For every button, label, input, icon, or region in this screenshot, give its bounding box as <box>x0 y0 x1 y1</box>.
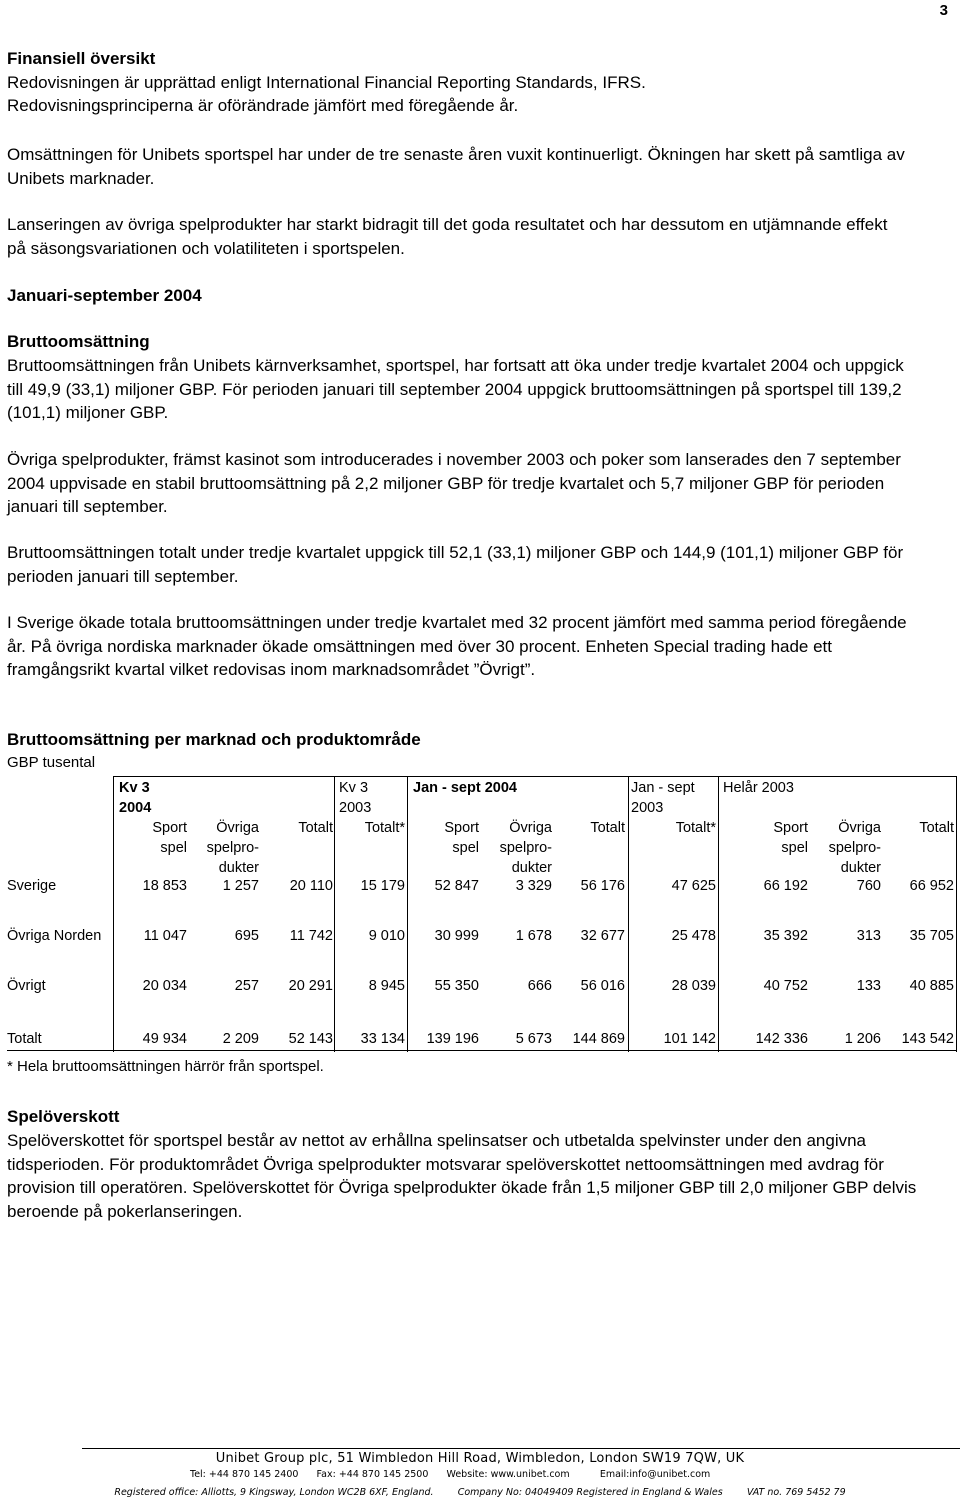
table-cell: 40 885 <box>909 978 954 994</box>
table-cell: 143 542 <box>901 1031 954 1047</box>
group-header-q3-2004: Kv 3 2004 <box>119 780 152 816</box>
subheader-other-jan-sept-2004: Övriga spelpro- dukter <box>499 820 552 876</box>
subheader-sport-full-year-2003: Sport spel <box>773 820 808 856</box>
table-cell: 49 934 <box>142 1031 187 1047</box>
table-cell: 1 678 <box>515 928 552 944</box>
footer-address: Unibet Group plc, 51 Wimbledon Hill Road, Wimbledon, London SW19 7QW, UK <box>215 1451 745 1466</box>
table-cell: 11 047 <box>143 928 187 944</box>
subheader-total-q3-2003: Totalt* <box>364 820 405 836</box>
table-cell: 1 257 <box>222 878 259 894</box>
table-cell: 55 350 <box>434 978 479 994</box>
table-cell: 35 705 <box>909 928 954 944</box>
row-label: Sverige <box>7 878 57 894</box>
paragraph-core-business: Bruttoomsättningen från Unibets kärnverksamhet, sportspel, har fortsatt att öka under tredje kvartalet 2004 och uppgick till 49,9 (33,1) miljoner GBP. För perioden januari till september 2004 uppgick bruttoomsättningen på sportspel till 139,2 (101,1) miljoner GBP. <box>7 356 904 422</box>
row-label: Övrigt <box>7 978 46 994</box>
table-cell: 40 752 <box>763 978 808 994</box>
subheader-other-q3-2004: Övriga spelpro- dukter <box>206 820 259 876</box>
period-heading: Januari-september 2004 <box>7 286 202 305</box>
table-title: Bruttoomsättning per marknad och produktområde <box>7 730 421 749</box>
paragraph-revenue-growth: Omsättningen för Unibets sportspel har under de tre senaste åren vuxit kontinuerligt. Ökningen har skett på samtliga av Unibets marknader. <box>7 145 905 188</box>
subheader-total-jan-sept-2004: Totalt <box>590 820 625 836</box>
table-cell: 666 <box>527 978 552 994</box>
table-cell: 56 176 <box>580 878 625 894</box>
row-label: Övriga Norden <box>7 928 102 944</box>
subheader-total-q3-2004: Totalt <box>298 820 333 836</box>
footer-contact: Tel: +44 870 145 2400 Fax: +44 870 145 2500 Website: www.unibet.com Email:info@unibet.com <box>190 1469 711 1480</box>
footer-registration: Registered office: Alliotts, 9 Kingsway, London WC2B 6XF, England. Company No: 04049409 Registered in England & Wales VAT no. 769 5452 79 <box>114 1487 846 1498</box>
table-cell: 47 625 <box>671 878 716 894</box>
table-cell: 257 <box>234 978 259 994</box>
table-footnote: * Hela bruttoomsättningen härrör från sportspel. <box>7 1058 324 1075</box>
ifrs-statement: Redovisningen är upprättad enligt International Financial Reporting Standards, IFRS. <box>7 73 646 92</box>
row-label: Totalt <box>7 1031 42 1047</box>
table-divider <box>718 776 719 1052</box>
table-cell: 9 010 <box>368 928 405 944</box>
table-cell: 101 142 <box>663 1031 716 1047</box>
paragraph-product-launch: Lanseringen av övriga spelprodukter har starkt bidragit till det goda resultatet och har dessutom en utjämnande effekt på säsongsvariationen och volatiliteten i sportspelen. <box>7 215 888 258</box>
table-cell: 142 336 <box>755 1031 808 1047</box>
table-cell: 760 <box>856 878 881 894</box>
table-cell: 2 209 <box>222 1031 259 1047</box>
subheader-other-full-year-2003: Övriga spelpro- dukter <box>828 820 881 876</box>
group-header-q3-2003: Kv 3 2003 <box>339 780 372 816</box>
table-cell: 695 <box>234 928 259 944</box>
paragraph-gaming-surplus: Spelöverskottet för sportspel består av nettot av erhållna spelinsatser och utbetalda spelvinster under den angivna tidsperioden. För produktområdet Övriga spelprodukter motsvarar spelöverskottet nettoomsättningen med avdrag för provision till operatören. Spelöverskottet för Övriga spelprodukter ökade från 1,5 miljoner GBP till 2,0 miljoner GBP delvis beroende på pokerlanseringen. <box>7 1131 917 1221</box>
table-cell: 1 206 <box>844 1031 881 1047</box>
table-cell: 28 039 <box>671 978 716 994</box>
table-total-border <box>7 1050 956 1051</box>
paragraph-sweden-nordic: I Sverige ökade totala bruttoomsättningen under tredje kvartalet med 32 procent jämfört med samma period föregående år. På övriga nordiska marknader ökade omsättningen med över 30 procent. Enheten Special trading hade ett framgångsrikt kvartal vilket redovisas inom marknadsområdet ”Övrigt”. <box>7 613 907 679</box>
table-cell: 11 742 <box>289 928 333 944</box>
table-cell: 133 <box>856 978 881 994</box>
table-cell: 8 945 <box>368 978 405 994</box>
table-cell: 56 016 <box>580 978 625 994</box>
table-unit: GBP tusental <box>7 754 96 771</box>
group-header-full-year-2003: Helår 2003 <box>723 780 794 796</box>
table-cell: 18 853 <box>142 878 187 894</box>
subheader-total-jan-sept-2003: Totalt* <box>675 820 716 836</box>
table-cell: 5 673 <box>515 1031 552 1047</box>
table-top-border <box>113 776 956 777</box>
group-header-jan-sept-2003: Jan - sept 2003 <box>631 780 695 816</box>
section-title-financial-overview: Finansiell översikt <box>7 49 156 68</box>
paragraph-other-products: Övriga spelprodukter, främst kasinot som introducerades i november 2003 och poker som lanserades den 7 september 2004 uppvisade en stabil bruttoomsättning på 2,2 miljoner GBP för tredje kvartalet och 5,7 miljoner GBP för perioden januari till september. <box>7 450 901 516</box>
group-header-jan-sept-2004: Jan - sept 2004 <box>413 780 517 796</box>
table-cell: 20 110 <box>289 878 333 894</box>
table-cell: 52 847 <box>434 878 479 894</box>
table-divider <box>628 776 629 1052</box>
table-cell: 52 143 <box>288 1031 333 1047</box>
paragraph-total-turnover: Bruttoomsättningen totalt under tredje kvartalet uppgick till 52,1 (33,1) miljoner GBP och 144,9 (101,1) miljoner GBP för perioden januari till september. <box>7 543 904 586</box>
table-cell: 20 291 <box>288 978 333 994</box>
table-cell: 3 329 <box>515 878 552 894</box>
subheader-sport-q3-2004: Sport spel <box>152 820 187 856</box>
table-cell: 30 999 <box>434 928 479 944</box>
gross-turnover-heading: Bruttoomsättning <box>7 332 150 351</box>
table-cell: 32 677 <box>580 928 625 944</box>
table-cell: 66 952 <box>909 878 954 894</box>
page-number: 3 <box>939 2 948 19</box>
table-cell: 313 <box>856 928 881 944</box>
table-cell: 20 034 <box>142 978 187 994</box>
gaming-surplus-heading: Spelöverskott <box>7 1107 120 1126</box>
subheader-total-full-year-2003: Totalt <box>919 820 954 836</box>
table-divider <box>956 776 957 1052</box>
table-cell: 35 392 <box>763 928 808 944</box>
table-cell: 139 196 <box>426 1031 479 1047</box>
accounting-principles-statement: Redovisningsprinciperna är oförändrade jämfört med föregående år. <box>7 96 519 115</box>
table-cell: 144 869 <box>572 1031 625 1047</box>
table-cell: 66 192 <box>763 878 808 894</box>
table-cell: 15 179 <box>360 878 405 894</box>
footer-divider <box>82 1448 960 1449</box>
table-cell: 25 478 <box>671 928 716 944</box>
table-cell: 33 134 <box>360 1031 405 1047</box>
subheader-sport-jan-sept-2004: Sport spel <box>444 820 479 856</box>
